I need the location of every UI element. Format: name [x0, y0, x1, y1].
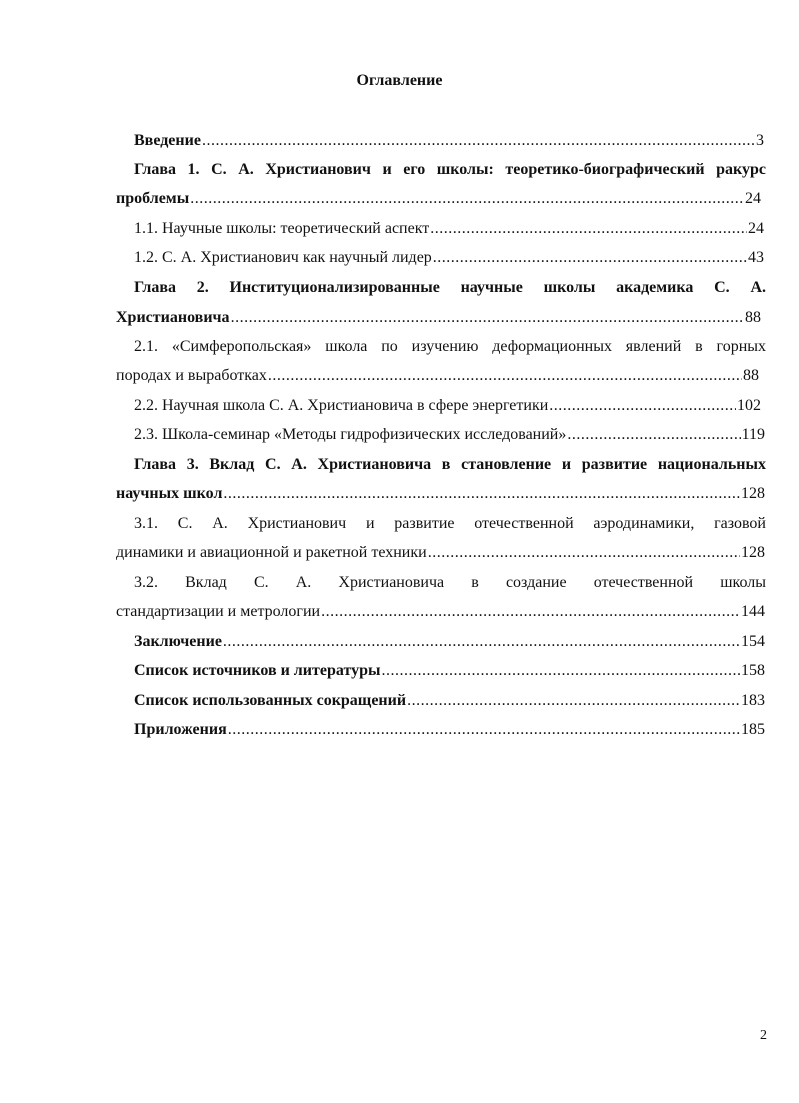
toc-entry-title: научных школ — [116, 485, 223, 502]
toc-entry-title: 2.2. Научная школа С. А. Христиановича в сфере энергетики — [134, 397, 549, 414]
toc-entry-title: Список источников и литературы — [134, 662, 381, 679]
toc-entry-page: 3 — [756, 132, 764, 149]
toc-entry-2-2[interactable] — [134, 396, 761, 416]
toc-entry-2-3[interactable] — [134, 425, 765, 445]
toc-entry-intro[interactable] — [134, 131, 764, 151]
toc-entry-title: Приложения — [134, 721, 227, 738]
toc-entry-title: Введение — [134, 132, 201, 149]
toc-entry-page: 154 — [741, 633, 765, 650]
toc-entry-title: Христиановича — [116, 309, 230, 326]
toc-entry-ch3-line1[interactable]: Глава 3. Вклад С. А. Христиановича в становление и развитие национальных — [134, 456, 766, 473]
page-number: 2 — [760, 1028, 767, 1043]
toc-entry-2-1[interactable] — [116, 366, 759, 386]
toc-entry-abbreviations[interactable] — [134, 691, 765, 711]
toc-entry-page: 24 — [745, 190, 761, 207]
toc-entry-appendix[interactable] — [134, 720, 765, 740]
dot-leader — [228, 720, 740, 740]
page-title: Оглавление — [356, 72, 443, 89]
toc-entry-sources[interactable] — [134, 661, 765, 681]
toc-entry-page: 119 — [741, 426, 765, 443]
toc-entry-title: 1.1. Научные школы: теоретический аспект — [134, 220, 430, 237]
toc-entry-title: проблемы — [116, 190, 190, 207]
toc-entry-page: 102 — [737, 397, 761, 414]
toc-entry-conclusion[interactable] — [134, 632, 765, 652]
toc-entry-title: динамики и авиационной и ракетной техники — [116, 544, 427, 561]
toc-entry-ch2-line1[interactable]: Глава 2. Институционализированные научные школы академика С. А. — [134, 279, 766, 296]
toc-entry-page: 185 — [741, 721, 765, 738]
toc-entry-page: 88 — [743, 367, 759, 384]
toc-entry-page: 24 — [748, 220, 764, 237]
dot-leader — [321, 602, 740, 622]
toc-entry-ch1-line1[interactable]: Глава 1. С. А. Христианович и его школы: теоретико-биографический ракурс — [134, 161, 766, 178]
toc-entry-1-1[interactable] — [134, 219, 764, 239]
dot-leader — [549, 396, 736, 416]
dot-leader — [430, 219, 747, 239]
dot-leader — [433, 248, 747, 268]
toc-entry-title: стандартизации и метрологии — [116, 603, 321, 620]
dot-leader — [223, 484, 740, 504]
toc-entry-title: Заключение — [134, 633, 222, 650]
toc-entry-3-1[interactable] — [116, 543, 765, 563]
dot-leader — [381, 661, 740, 681]
toc-entry-2-1-line1[interactable]: 2.1. «Симферопольская» школа по изучению деформационных явлений в горных — [134, 338, 766, 355]
toc-entry-3-2-line1[interactable]: 3.2. Вклад С. А. Христиановича в создание отечественной школы — [134, 574, 766, 591]
dot-leader — [190, 189, 744, 209]
toc-entry-page: 144 — [741, 603, 765, 620]
toc-entry-title: Список использованных сокращений — [134, 692, 407, 709]
toc-entry-3-1-line1[interactable]: 3.1. С. А. Христианович и развитие отечественной аэродинамики, газовой — [134, 515, 766, 532]
toc-entry-ch3[interactable] — [116, 484, 765, 504]
toc-entry-page: 183 — [741, 692, 765, 709]
toc-entry-title: 2.3. Школа-семинар «Методы гидрофизических исследований» — [134, 426, 567, 443]
toc-entry-title: породах и выработках — [116, 367, 267, 384]
toc-entry-ch1[interactable] — [116, 189, 761, 209]
toc-entry-page: 128 — [741, 485, 765, 502]
dot-leader — [231, 308, 744, 328]
dot-leader — [567, 425, 740, 445]
dot-leader — [202, 131, 755, 151]
toc-entry-page: 158 — [741, 662, 765, 679]
toc-entry-ch2[interactable] — [116, 308, 761, 328]
toc-entry-title: 1.2. С. А. Христианович как научный лидер — [134, 249, 432, 266]
dot-leader — [268, 366, 742, 386]
dot-leader — [223, 632, 740, 652]
dot-leader — [428, 543, 740, 563]
toc-entry-page: 128 — [741, 544, 765, 561]
toc-entry-1-2[interactable] — [134, 248, 764, 268]
dot-leader — [407, 691, 740, 711]
toc-entry-3-2[interactable] — [116, 602, 765, 622]
toc-entry-page: 88 — [745, 309, 761, 326]
toc-entry-page: 43 — [748, 249, 764, 266]
